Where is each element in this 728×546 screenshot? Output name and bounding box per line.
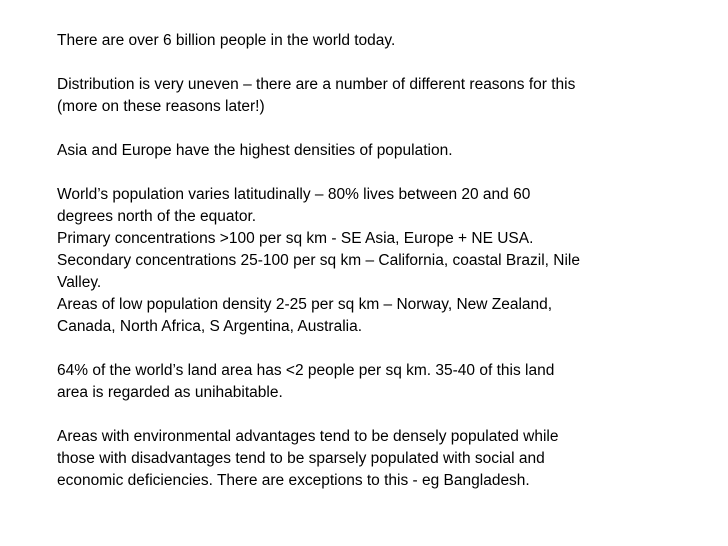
text-line: 64% of the world’s land area has <2 people per sq km. 35-40 of this land: [57, 362, 555, 379]
paragraph-environmental-advantages: [57, 426, 717, 492]
text-line: World’s population varies latitudinally – 80% lives between 20 and 60: [57, 186, 531, 203]
paragraph-distribution: [57, 74, 717, 118]
text-line: Valley.: [57, 274, 102, 291]
text-line: (more on these reasons later!): [57, 98, 265, 115]
text-line: Areas with environmental advantages tend to be densely populated while: [57, 428, 559, 445]
paragraph-latitudinal-distribution: [57, 184, 717, 338]
paragraph-asia-europe: [57, 140, 717, 162]
text-line: Areas of low population density 2-25 per sq km – Norway, New Zealand,: [57, 296, 553, 313]
text-line: those with disadvantages tend to be sparsely populated with social and: [57, 450, 545, 467]
text-line: area is regarded as unihabitable.: [57, 384, 283, 401]
text-line: economic deficiencies. There are exceptions to this - eg Bangladesh.: [57, 472, 530, 489]
text-line: Primary concentrations >100 per sq km - SE Asia, Europe + NE USA.: [57, 230, 534, 247]
paragraph-land-area: [57, 360, 717, 404]
text-line: Canada, North Africa, S Argentina, Australia.: [57, 318, 363, 335]
text-line: Distribution is very uneven – there are a number of different reasons for this: [57, 76, 576, 93]
slide-text-body: [57, 30, 717, 514]
text-line: Asia and Europe have the highest densities of population.: [57, 142, 453, 159]
paragraph-world-population: [57, 30, 717, 52]
text-line: There are over 6 billion people in the world today.: [57, 32, 396, 49]
text-line: degrees north of the equator.: [57, 208, 257, 225]
text-line: Secondary concentrations 25-100 per sq km – California, coastal Brazil, Nile: [57, 252, 580, 269]
